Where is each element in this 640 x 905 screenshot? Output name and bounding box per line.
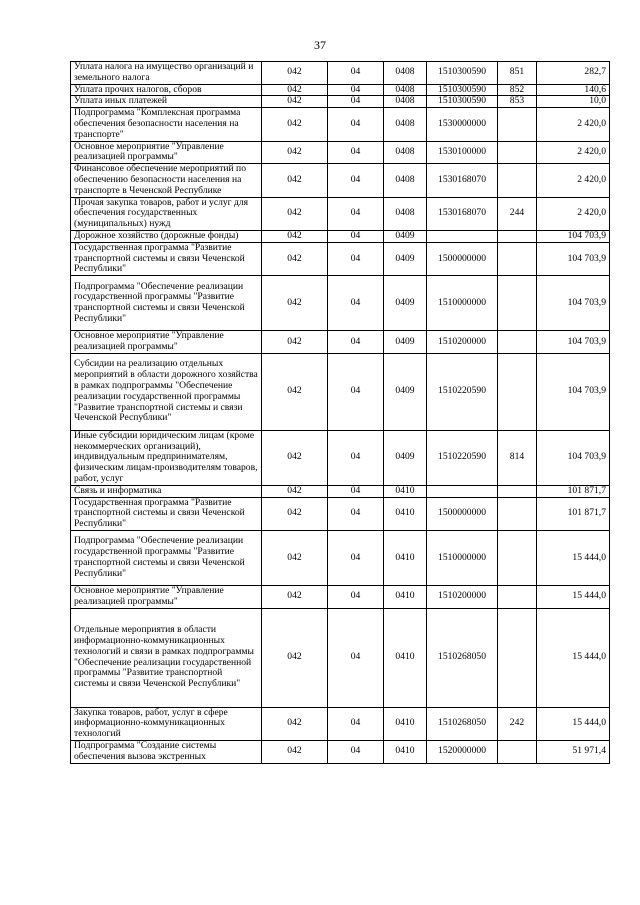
cell-section-code: 04 bbox=[328, 497, 384, 530]
cell-section-code: 04 bbox=[328, 96, 384, 108]
cell-amount: 104 703,9 bbox=[537, 242, 610, 275]
cell-ministry-code: 042 bbox=[262, 585, 328, 608]
table-row bbox=[71, 740, 610, 763]
cell-target-code: 1510000000 bbox=[427, 276, 498, 331]
cell-subsection-code: 0409 bbox=[384, 276, 427, 331]
cell-amount: 101 871,7 bbox=[537, 497, 610, 530]
cell-subsection-code: 0410 bbox=[384, 740, 427, 763]
cell-amount: 2 420,0 bbox=[537, 197, 610, 230]
table-row bbox=[71, 485, 610, 497]
cell-section-code: 04 bbox=[328, 242, 384, 275]
cell-expense-type-code bbox=[498, 242, 537, 275]
cell-name: Основное мероприятие "Управление реализацией программы" bbox=[71, 141, 262, 164]
cell-ministry-code: 042 bbox=[262, 497, 328, 530]
cell-name: Иные субсидии юридическим лицам (кроме некоммерческих организаций), индивидуальным предпринимателям, физическим лицам-производителям товаров, работ, услуг bbox=[71, 430, 262, 485]
cell-name: Отдельные мероприятия в области информационно-коммуникационных технологий и связи в рамках подпрограммы "Обеспечение реализации государственной программы "Развитие транспортной системы и связи Чеченской Республики" bbox=[71, 608, 262, 707]
cell-subsection-code: 0408 bbox=[384, 197, 427, 230]
table-row bbox=[71, 108, 610, 141]
cell-amount: 15 444,0 bbox=[537, 608, 610, 707]
cell-expense-type-code: 852 bbox=[498, 84, 537, 96]
cell-name: Основное мероприятие "Управление реализацией программы" bbox=[71, 585, 262, 608]
cell-subsection-code: 0408 bbox=[384, 164, 427, 197]
cell-amount: 51 971,4 bbox=[537, 740, 610, 763]
cell-ministry-code: 042 bbox=[262, 197, 328, 230]
cell-name: Государственная программа "Развитие транспортной системы и связи Чеченской Республики" bbox=[71, 497, 262, 530]
cell-target-code: 1510000000 bbox=[427, 530, 498, 585]
table-row bbox=[71, 497, 610, 530]
cell-section-code: 04 bbox=[328, 164, 384, 197]
cell-ministry-code: 042 bbox=[262, 242, 328, 275]
cell-expense-type-code bbox=[498, 108, 537, 141]
cell-subsection-code: 0410 bbox=[384, 707, 427, 740]
cell-name: Дорожное хозяйство (дорожные фонды) bbox=[71, 230, 262, 242]
cell-target-code: 1530168070 bbox=[427, 197, 498, 230]
cell-ministry-code: 042 bbox=[262, 62, 328, 85]
table-row bbox=[71, 62, 610, 85]
cell-amount: 15 444,0 bbox=[537, 585, 610, 608]
cell-section-code: 04 bbox=[328, 485, 384, 497]
cell-expense-type-code bbox=[498, 331, 537, 354]
cell-name: Уплата иных платежей bbox=[71, 96, 262, 108]
cell-section-code: 04 bbox=[328, 585, 384, 608]
cell-amount: 2 420,0 bbox=[537, 164, 610, 197]
cell-amount: 2 420,0 bbox=[537, 108, 610, 141]
cell-ministry-code: 042 bbox=[262, 331, 328, 354]
cell-target-code: 1500000000 bbox=[427, 497, 498, 530]
cell-section-code: 04 bbox=[328, 84, 384, 96]
cell-section-code: 04 bbox=[328, 740, 384, 763]
cell-subsection-code: 0410 bbox=[384, 530, 427, 585]
table-row bbox=[71, 96, 610, 108]
cell-section-code: 04 bbox=[328, 608, 384, 707]
cell-expense-type-code bbox=[498, 608, 537, 707]
cell-target-code: 1520000000 bbox=[427, 740, 498, 763]
cell-amount: 140,6 bbox=[537, 84, 610, 96]
cell-section-code: 04 bbox=[328, 141, 384, 164]
cell-subsection-code: 0408 bbox=[384, 96, 427, 108]
cell-subsection-code: 0409 bbox=[384, 430, 427, 485]
cell-ministry-code: 042 bbox=[262, 164, 328, 197]
cell-name: Основное мероприятие "Управление реализацией программы" bbox=[71, 331, 262, 354]
cell-section-code: 04 bbox=[328, 530, 384, 585]
cell-ministry-code: 042 bbox=[262, 740, 328, 763]
budget-table bbox=[70, 61, 610, 764]
cell-subsection-code: 0409 bbox=[384, 353, 427, 430]
cell-ministry-code: 042 bbox=[262, 84, 328, 96]
cell-expense-type-code: 244 bbox=[498, 197, 537, 230]
cell-name: Закупка товаров, работ, услуг в сфере информационно-коммуникационных технологий bbox=[71, 707, 262, 740]
cell-section-code: 04 bbox=[328, 108, 384, 141]
cell-subsection-code: 0410 bbox=[384, 608, 427, 707]
cell-target-code: 1500000000 bbox=[427, 242, 498, 275]
cell-section-code: 04 bbox=[328, 430, 384, 485]
cell-target-code: 1510268050 bbox=[427, 608, 498, 707]
cell-ministry-code: 042 bbox=[262, 230, 328, 242]
cell-ministry-code: 042 bbox=[262, 96, 328, 108]
cell-expense-type-code bbox=[498, 276, 537, 331]
cell-ministry-code: 042 bbox=[262, 141, 328, 164]
cell-section-code: 04 bbox=[328, 353, 384, 430]
cell-section-code: 04 bbox=[328, 707, 384, 740]
table-row bbox=[71, 276, 610, 331]
cell-subsection-code: 0409 bbox=[384, 230, 427, 242]
cell-name: Связь и информатика bbox=[71, 485, 262, 497]
cell-target-code: 1530168070 bbox=[427, 164, 498, 197]
cell-amount: 101 871,7 bbox=[537, 485, 610, 497]
cell-name: Уплата прочих налогов, сборов bbox=[71, 84, 262, 96]
table-row bbox=[71, 608, 610, 707]
cell-name: Государственная программа "Развитие транспортной системы и связи Чеченской Республики" bbox=[71, 242, 262, 275]
cell-amount: 15 444,0 bbox=[537, 530, 610, 585]
cell-subsection-code: 0409 bbox=[384, 242, 427, 275]
cell-expense-type-code bbox=[498, 353, 537, 430]
cell-amount: 282,7 bbox=[537, 62, 610, 85]
table-body bbox=[71, 62, 610, 764]
cell-subsection-code: 0408 bbox=[384, 108, 427, 141]
cell-subsection-code: 0410 bbox=[384, 497, 427, 530]
cell-subsection-code: 0409 bbox=[384, 331, 427, 354]
table-row bbox=[71, 197, 610, 230]
cell-ministry-code: 042 bbox=[262, 485, 328, 497]
cell-expense-type-code bbox=[498, 497, 537, 530]
cell-expense-type-code bbox=[498, 230, 537, 242]
cell-subsection-code: 0408 bbox=[384, 62, 427, 85]
cell-target-code: 1510220590 bbox=[427, 430, 498, 485]
cell-target-code: 1510200000 bbox=[427, 585, 498, 608]
cell-section-code: 04 bbox=[328, 62, 384, 85]
cell-ministry-code: 042 bbox=[262, 430, 328, 485]
table-row bbox=[71, 430, 610, 485]
cell-amount: 104 703,9 bbox=[537, 331, 610, 354]
cell-target-code: 1530000000 bbox=[427, 108, 498, 141]
cell-subsection-code: 0408 bbox=[384, 141, 427, 164]
cell-name: Прочая закупка товаров, работ и услуг для обеспечения государственных (муниципальных) нужд bbox=[71, 197, 262, 230]
cell-amount: 104 703,9 bbox=[537, 276, 610, 331]
table-row bbox=[71, 331, 610, 354]
cell-target-code: 1530100000 bbox=[427, 141, 498, 164]
table-row bbox=[71, 353, 610, 430]
cell-ministry-code: 042 bbox=[262, 108, 328, 141]
cell-subsection-code: 0408 bbox=[384, 84, 427, 96]
cell-section-code: 04 bbox=[328, 276, 384, 331]
table-row bbox=[71, 164, 610, 197]
table-row bbox=[71, 141, 610, 164]
cell-expense-type-code: 814 bbox=[498, 430, 537, 485]
cell-subsection-code: 0410 bbox=[384, 585, 427, 608]
cell-target-code: 1510300590 bbox=[427, 62, 498, 85]
cell-amount: 15 444,0 bbox=[537, 707, 610, 740]
table-row bbox=[71, 585, 610, 608]
cell-section-code: 04 bbox=[328, 230, 384, 242]
cell-section-code: 04 bbox=[328, 331, 384, 354]
table-row bbox=[71, 230, 610, 242]
cell-target-code: 1510300590 bbox=[427, 84, 498, 96]
cell-target-code bbox=[427, 485, 498, 497]
table-row bbox=[71, 242, 610, 275]
cell-name: Финансовое обеспечение мероприятий по обеспечению безопасности населения на транспорте в Чеченской Республике bbox=[71, 164, 262, 197]
cell-amount: 104 703,9 bbox=[537, 430, 610, 485]
cell-ministry-code: 042 bbox=[262, 353, 328, 430]
cell-amount: 2 420,0 bbox=[537, 141, 610, 164]
cell-target-code: 1510220590 bbox=[427, 353, 498, 430]
cell-amount: 104 703,9 bbox=[537, 353, 610, 430]
cell-expense-type-code bbox=[498, 530, 537, 585]
cell-ministry-code: 042 bbox=[262, 276, 328, 331]
cell-expense-type-code bbox=[498, 740, 537, 763]
table-row bbox=[71, 84, 610, 96]
cell-expense-type-code bbox=[498, 164, 537, 197]
cell-ministry-code: 042 bbox=[262, 530, 328, 585]
cell-name: Подпрограмма "Создание системы обеспечения вызова экстренных bbox=[71, 740, 262, 763]
cell-name: Подпрограмма "Комплексная программа обеспечения безопасности населения на транспорте" bbox=[71, 108, 262, 141]
cell-target-code: 1510300590 bbox=[427, 96, 498, 108]
cell-expense-type-code bbox=[498, 485, 537, 497]
page-number: 37 bbox=[314, 38, 326, 52]
cell-expense-type-code: 242 bbox=[498, 707, 537, 740]
cell-ministry-code: 042 bbox=[262, 608, 328, 707]
table-row bbox=[71, 530, 610, 585]
cell-target-code: 1510268050 bbox=[427, 707, 498, 740]
cell-subsection-code: 0410 bbox=[384, 485, 427, 497]
cell-section-code: 04 bbox=[328, 197, 384, 230]
cell-amount: 104 703,9 bbox=[537, 230, 610, 242]
table-row bbox=[71, 707, 610, 740]
cell-expense-type-code: 851 bbox=[498, 62, 537, 85]
cell-target-code bbox=[427, 230, 498, 242]
cell-expense-type-code: 853 bbox=[498, 96, 537, 108]
cell-name: Субсидии на реализацию отдельных мероприятий в области дорожного хозяйства в рамках подпрограммы "Обеспечение реализации государственной программы "Развитие транспортной системы и связи Чеченской Республики" bbox=[71, 353, 262, 430]
cell-name: Подпрограмма "Обеспечение реализации государственной программы "Развитие транспортной системы и связи Чеченской Республики" bbox=[71, 276, 262, 331]
cell-expense-type-code bbox=[498, 585, 537, 608]
cell-expense-type-code bbox=[498, 141, 537, 164]
cell-name: Подпрограмма "Обеспечение реализации государственной программы "Развитие транспортной системы и связи Чеченской Республики" bbox=[71, 530, 262, 585]
cell-ministry-code: 042 bbox=[262, 707, 328, 740]
cell-target-code: 1510200000 bbox=[427, 331, 498, 354]
cell-name: Уплата налога на имущество организаций и земельного налога bbox=[71, 62, 262, 85]
cell-amount: 10,0 bbox=[537, 96, 610, 108]
